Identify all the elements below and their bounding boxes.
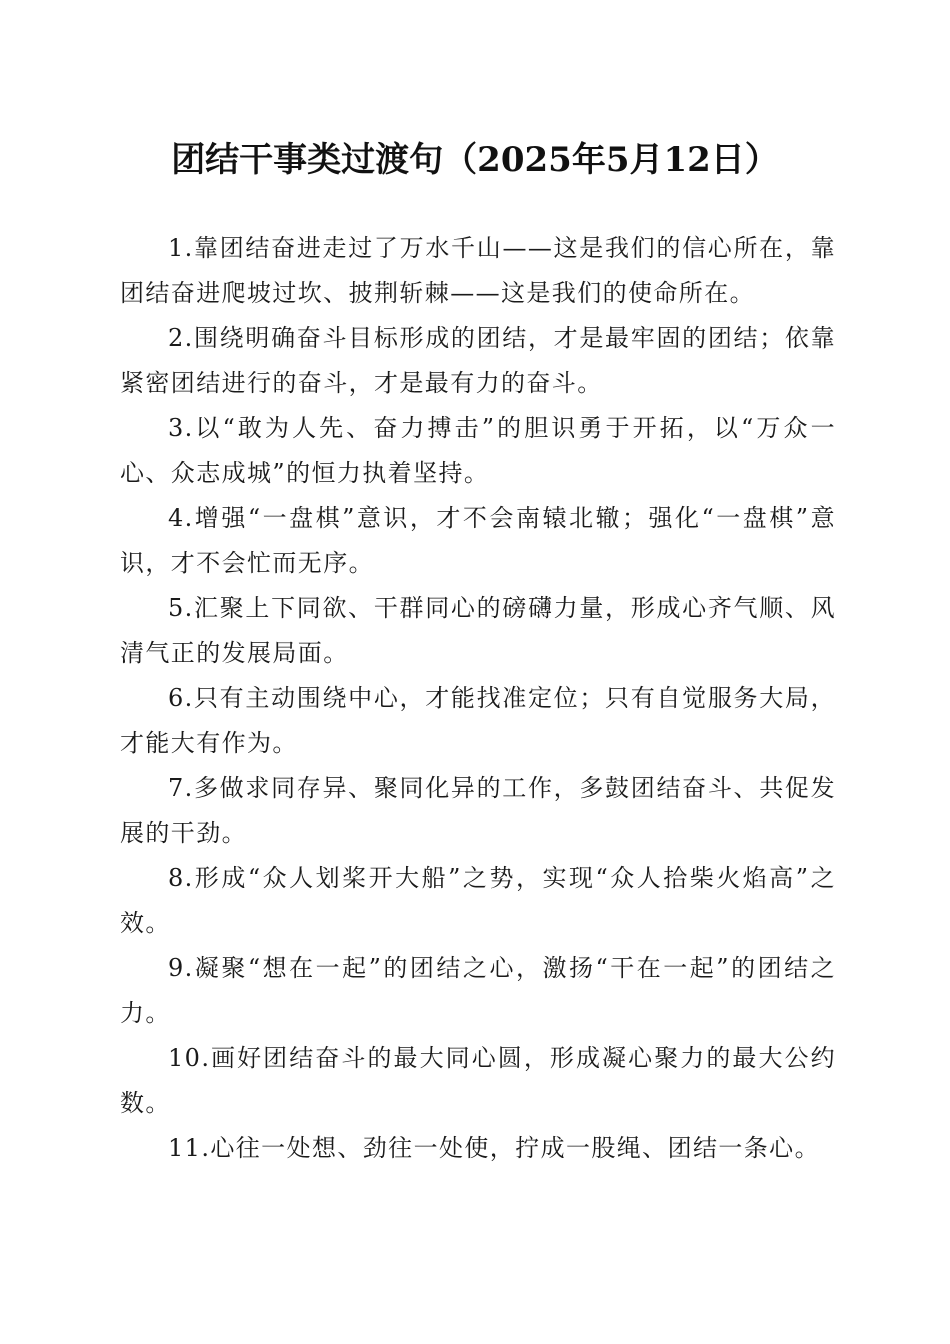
paragraph-7: 7.多做求同存异、聚同化异的工作，多鼓团结奋斗、共促发展的干劲。 — [120, 774, 836, 847]
paragraph-9: 9.凝聚“想在一起”的团结之心，激扬“干在一起”的团结之力。 — [120, 954, 836, 1027]
paragraph-6: 6.只有主动围绕中心，才能找准定位；只有自觉服务大局，才能大有作为。 — [120, 684, 836, 757]
paragraph-8: 8.形成“众人划桨开大船”之势，实现“众人拾柴火焰高”之效。 — [120, 864, 836, 937]
paragraph-1: 1.靠团结奋进走过了万水千山——这是我们的信心所在，靠团结奋进爬坡过坎、披荆斩棘——这是我们的使命所在。 — [120, 234, 836, 307]
document-body — [120, 226, 836, 1171]
paragraph-2: 2.围绕明确奋斗目标形成的团结，才是最牢固的团结；依靠紧密团结进行的奋斗，才是最有力的奋斗。 — [120, 324, 836, 397]
paragraph-3: 3.以“敢为人先、奋力搏击”的胆识勇于开拓，以“万众一心、众志成城”的恒力执着坚持。 — [120, 414, 836, 487]
paragraph-4: 4.增强“一盘棋”意识，才不会南辕北辙；强化“一盘棋”意识，才不会忙而无序。 — [120, 504, 836, 577]
paragraph-5: 5.汇聚上下同欲、干群同心的磅礴力量，形成心齐气顺、风清气正的发展局面。 — [120, 594, 836, 667]
paragraph-11: 11.心往一处想、劲往一处使，拧成一股绳、团结一条心。 — [168, 1134, 820, 1162]
document-title: 团结干事类过渡句（2025年5月12日） — [171, 140, 779, 180]
paragraph-10: 10.画好团结奋斗的最大同心圆，形成凝心聚力的最大公约数。 — [120, 1044, 836, 1117]
